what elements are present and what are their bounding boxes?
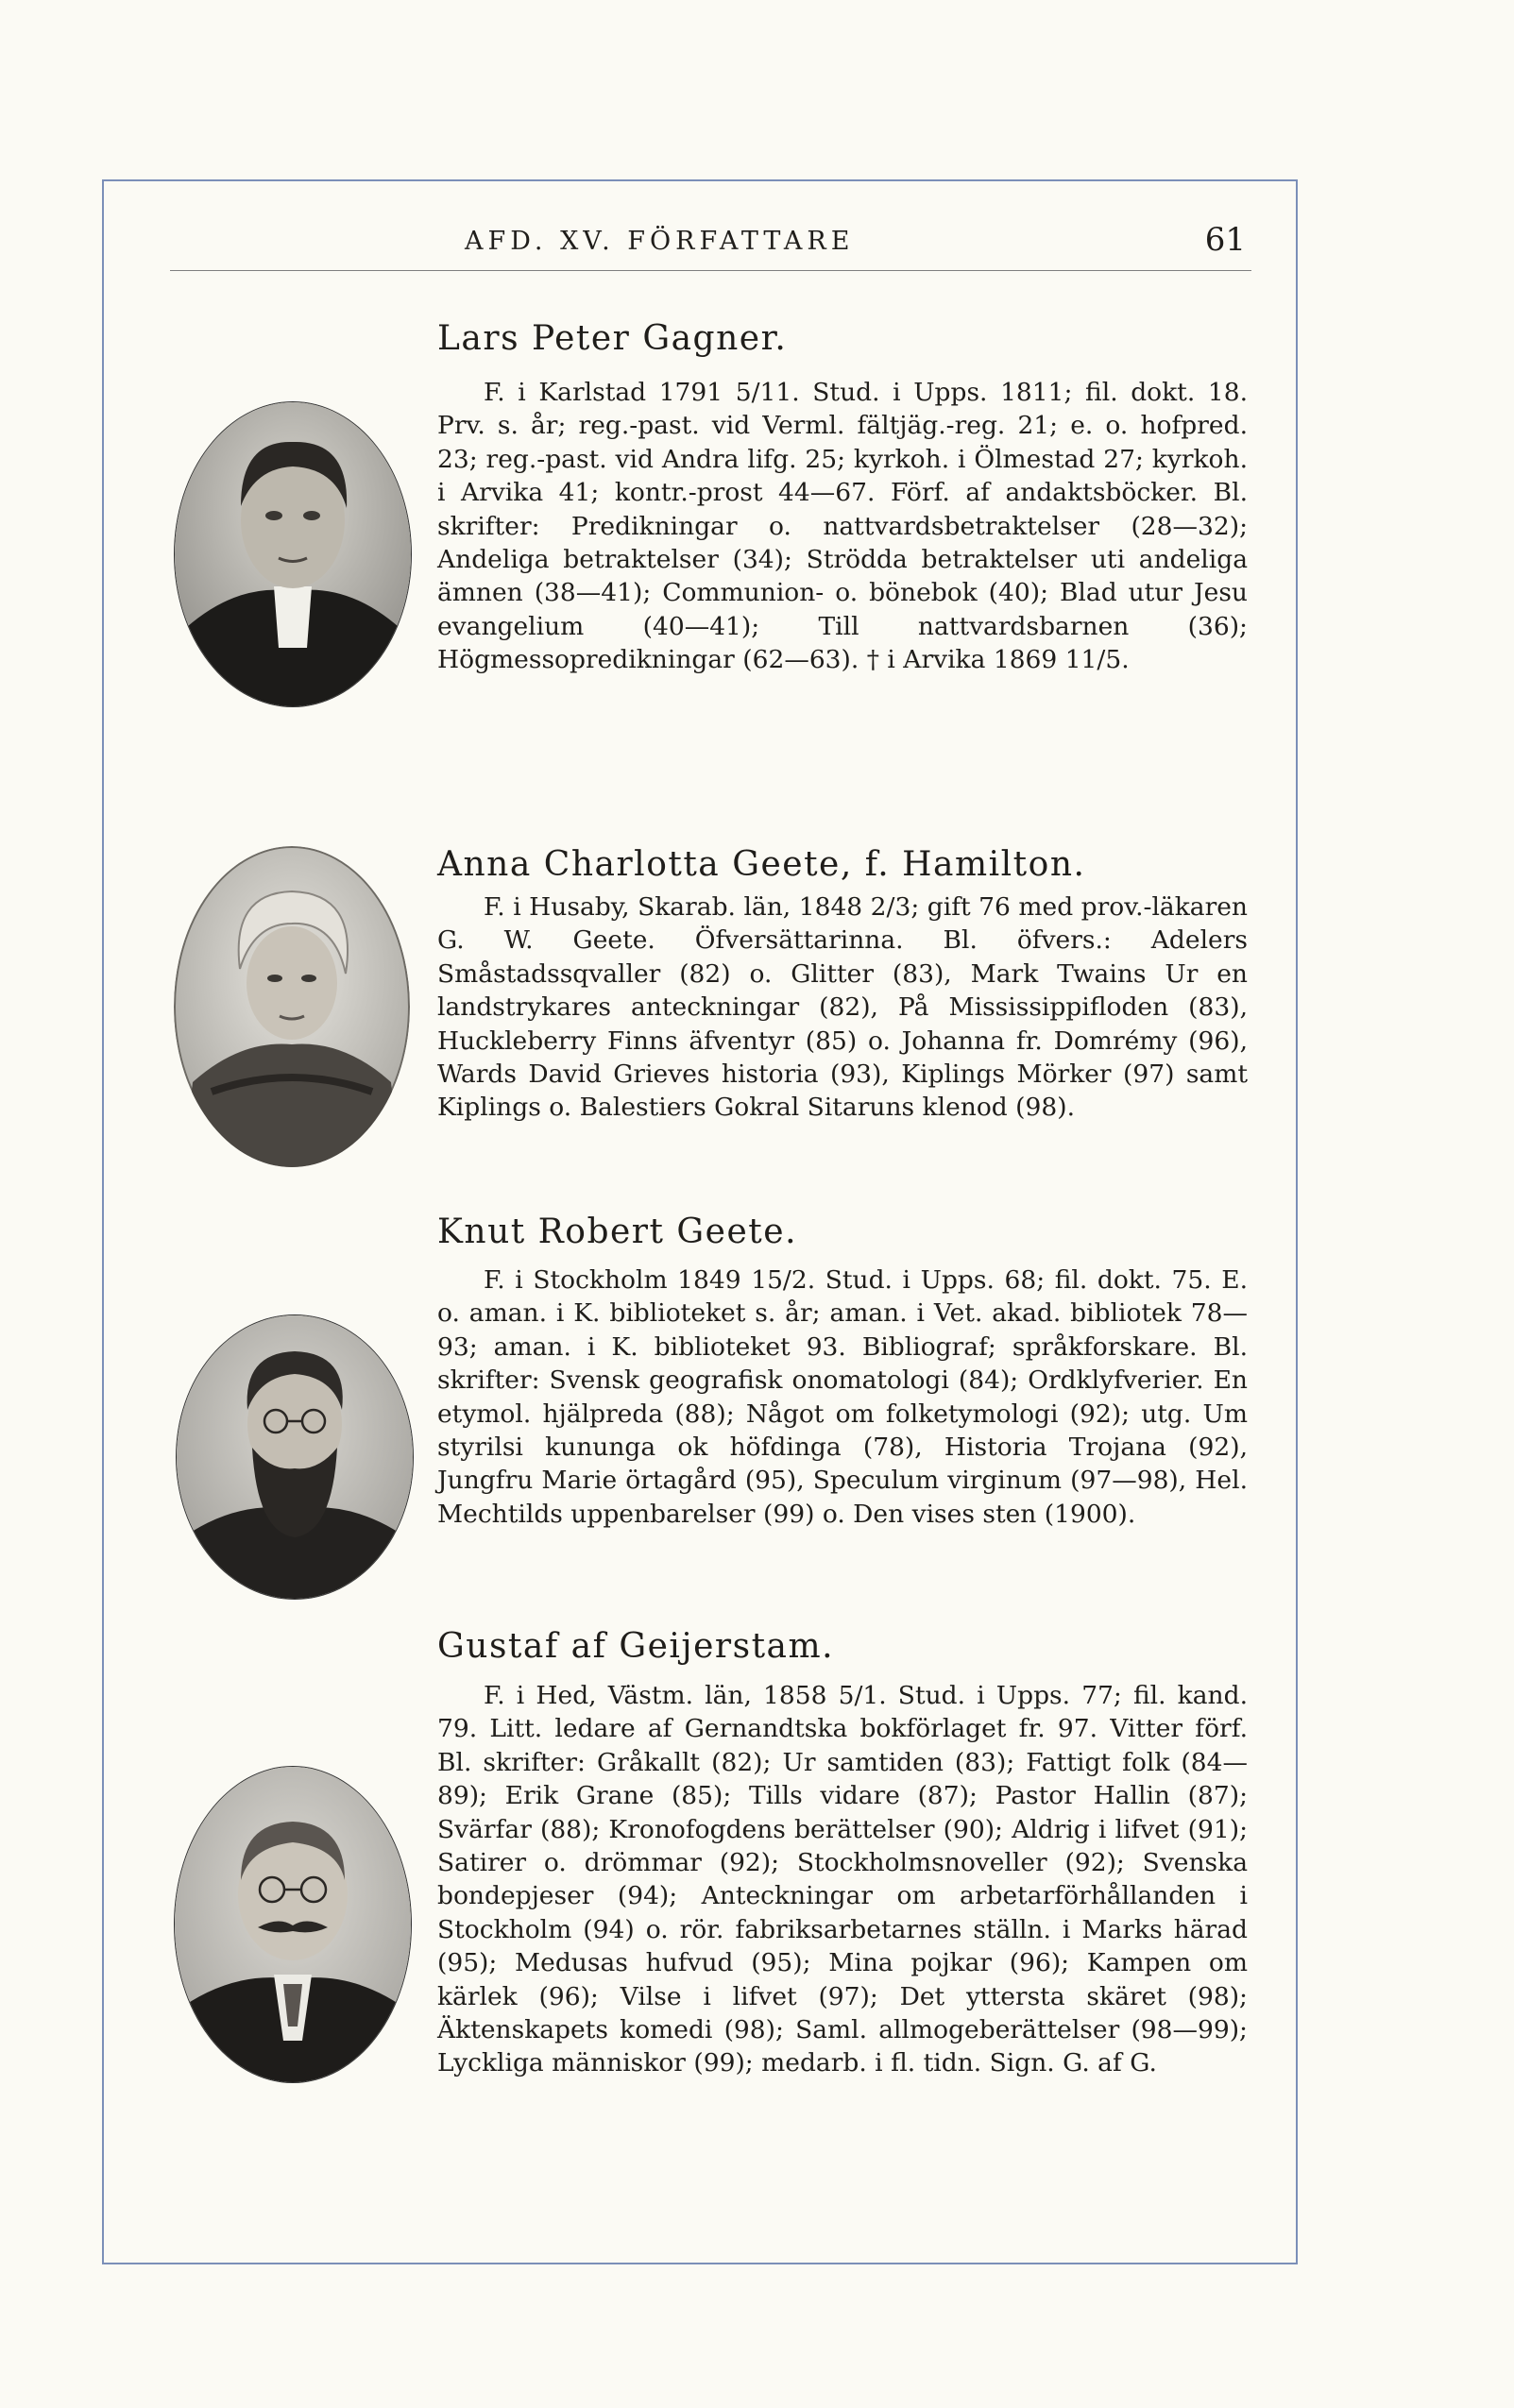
engraved-portrait-icon [175, 402, 411, 706]
portrait-geijerstam [174, 1766, 412, 2083]
entry-text: F. i Husaby, Skarab. län, 1848 2/3; gift 76 med prov.-läkaren G. W. Geete. Öfversättarinna. Bl. öfvers.: Adelers Småstadssqvaller (82) o. Glitter (83), Mark Twains Ur en landstrykares anteckningar (82), På Mississippifloden (83), Huckleberry Finns äfventyr (85) o. Johanna fr. Domrémy (96), Wards David Grieves historia (93), Kiplings Mörker (97) samt Kiplings o. Balestiers Gokral Sitaruns klenod (98). [437, 892, 1248, 1123]
entry-name: Knut Robert Geete. [437, 1212, 798, 1251]
engraved-portrait-icon [177, 1315, 413, 1599]
portrait-gagner [174, 401, 412, 707]
entry-name: Gustaf af Geijerstam. [437, 1627, 835, 1666]
header-rule [170, 270, 1251, 271]
running-title: AFD. XV. FÖRFATTARE [465, 227, 855, 256]
page-header [170, 223, 1251, 270]
engraved-portrait-icon [175, 1767, 411, 2082]
entry-text: F. i Karlstad 1791 5/11. Stud. i Upps. 1811; fil. dokt. 18. Prv. s. år; reg.-past. vid Verml. fältjäg.-reg. 21; e. o. hofpred. 23; reg.-past. vid Andra lifg. 25; kyrkoh. i Ölmestad 27; kyrkoh. i Arvika 41; kontr.-prost 44—67. Förf. af andaktsböcker. Bl. skrifter: Predikningar o. nattvardsbetraktelser (28—32); Andeliga betraktelser (34); Strödda betraktelser uti andeliga ämnen (38—41); Communion- o. bönebok (40); Blad utur Jesu evangelium (40—41); Till nattvardsbarnen (36); Högmessopredikningar (62—63). † i Arvika 1869 11/5. [437, 378, 1248, 675]
page-number: 61 [1204, 221, 1246, 259]
engraved-portrait-icon [174, 846, 410, 1167]
entry-text: F. i Stockholm 1849 15/2. Stud. i Upps. 68; fil. dokt. 75. E. o. aman. i K. biblioteket s. år; aman. i Vet. akad. bibliotek 78—93; aman. i K. biblioteket 93. Bibliograf; språkforskare. Bl. skrifter: Svensk geografisk onomatologi (84); Ordklyfverier. En etymol. hjälpreda (88); Något om folketymologi (92); utg. Um styrilsi kununga ok höfdinga (78), Historia Trojana (92), Jungfru Marie örtagård (95), Speculum virginum (97—98), Hel. Mechtilds uppenbarelser (99) o. Den vises sten (1900). [437, 1265, 1248, 1529]
portrait-anna-geete [174, 846, 410, 1167]
portrait-knut-geete [176, 1314, 414, 1600]
entry-name: Lars Peter Gagner. [437, 319, 788, 358]
entry-name: Anna Charlotta Geete, f. Hamilton. [437, 845, 1086, 884]
entry-text: F. i Hed, Västm. län, 1858 5/1. Stud. i Upps. 77; fil. kand. 79. Litt. ledare af Gernandtska bokförlaget fr. 97. Vitter förf. Bl. skrifter: Gråkallt (82); Ur samtiden (83); Fattigt folk (84—89); Erik Grane (85); Tills vidare (87); Pastor Hallin (87); Svärfar (88); Kronofogdens berättelser (90); Aldrig i lifvet (91); Satirer o. drömmar (92); Stockholmsnoveller (92); Svenska bondepjeser (94); Anteckningar om arbetarförhållanden i Stockholm (94) o. rör. fabriksarbetarnes ställn. i Marks härad (95); Medusas hufvud (95); Mina pojkar (96); Kampen om kärlek (96); Vilse i lifvet (97); Det yttersta skäret (98); Äktenskapets komedi (98); Saml. allmogeberättelser (98—99); Lyckliga människor (99); medarb. i fl. tidn. Sign. G. af G. [437, 1681, 1248, 2078]
